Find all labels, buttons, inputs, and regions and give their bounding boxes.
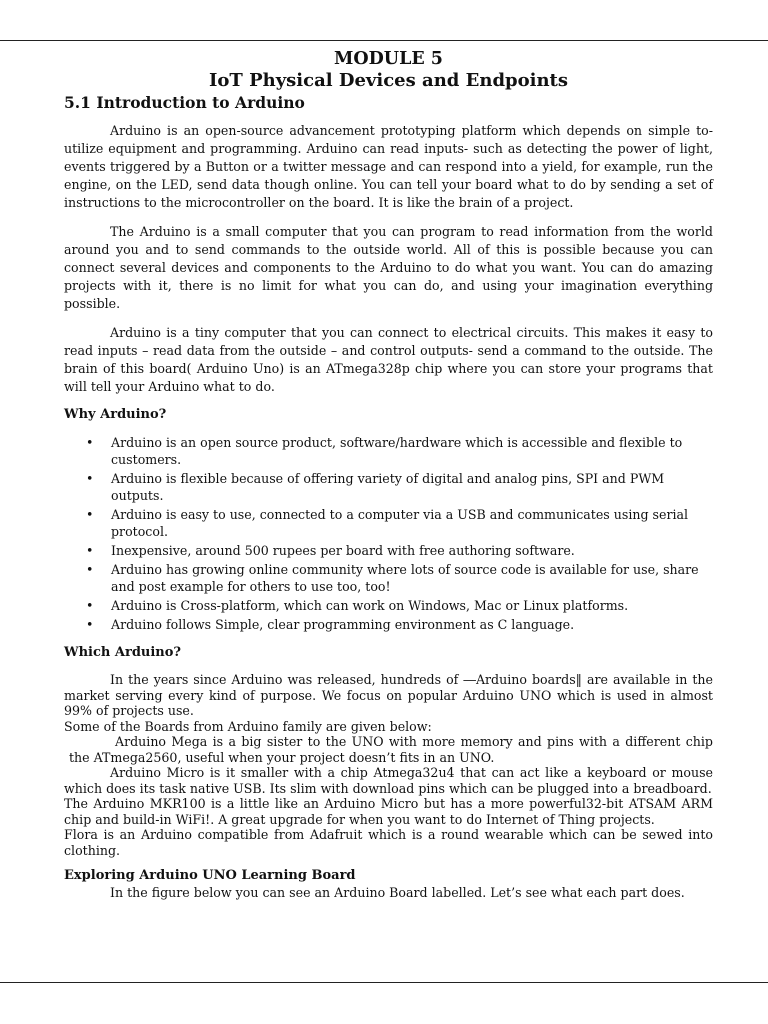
top-rule (0, 40, 768, 41)
bullet-icon: • (86, 507, 94, 522)
intro-paragraph-2: The Arduino is a small computer that you can program to read information from the world around you and to send commands to the outside world. All of this is possible because you can connect several devices and components to the Arduino to do what you want. You can do amazing projects with it, there is no limit for what you can do, and using your imagination everything possible. (64, 224, 713, 311)
list-item: • Arduino has growing online community where lots of source code is available for use, share and post example for others to use too, too! (86, 562, 699, 594)
which-paragraph-micro: Arduino Micro is it smaller with a chip Atmega32u4 that can act like a keyboard or mouse which does its task native USB. Its slim with download pins which can be plugged into a breadboard. (64, 765, 713, 796)
which-paragraph-mkr: The Arduino MKR100 is a little like an Arduino Micro but has a more powerful32-bit ATSAM ARM chip and build-in WiFi!. A great upgrade for when you want to do Internet of Thing projects. (64, 796, 713, 827)
which-paragraph-mega: Arduino Mega is a big sister to the UNO with more memory and pins with a different chip the ATmega2560, useful when your project doesn’t fits in an UNO. (69, 734, 713, 765)
why-list (64, 434, 713, 633)
intro-paragraph-1: Arduino is an open-source advancement prototyping platform which depends on simple to-utilize equipment and programming. Arduino can read inputs- such as detecting the power of light, events triggered by a Button or a twitter message and can respond into a yield, for example, run the engine, on the LED, send data though online. You can tell your board what to do by sending a set of instructions to the microcontroller on the board. It is like the brain of a project. (64, 123, 713, 210)
why-heading: Why Arduino? (64, 407, 167, 422)
page-content (64, 48, 713, 901)
section-heading: 5.1 Introduction to Arduino (64, 93, 305, 112)
page-title: IoT Physical Devices and Endpoints (209, 70, 568, 91)
list-item: • Arduino is an open source product, software/hardware which is accessible and flexible to customers. (86, 435, 683, 467)
which-paragraph-flora: Flora is an Arduino compatible from Adafruit which is a round wearable which can be sewed into clothing. (64, 827, 713, 858)
bullet-icon: • (86, 617, 94, 632)
which-paragraph-2: Some of the Boards from Arduino family are given below: (64, 718, 432, 734)
bullet-icon: • (86, 471, 94, 486)
which-section (64, 672, 713, 901)
bullet-icon: • (86, 543, 94, 558)
which-heading: Which Arduino? (64, 645, 182, 660)
list-item: • Inexpensive, around 500 rupees per board with free authoring software. (86, 543, 575, 558)
intro-paragraph-3: Arduino is a tiny computer that you can connect to electrical circuits. This makes it easy to read inputs – read data from the outside – and control outputs- send a command to the outside. The brain of this board( Arduino Uno) is an ATmega328p chip where you can store your programs that will tell your Arduino what to do. (64, 325, 713, 394)
list-item: • Arduino is Cross-platform, which can work on Windows, Mac or Linux platforms. (86, 598, 629, 613)
module-label: MODULE 5 (334, 49, 443, 69)
exploring-heading: Exploring Arduino UNO Learning Board (64, 868, 356, 883)
list-item: • Arduino is flexible because of offering variety of digital and analog pins, SPI and PWM outputs. (86, 471, 665, 503)
bottom-rule (0, 982, 768, 983)
list-item: • Arduino follows Simple, clear programming environment as C language. (86, 617, 575, 632)
list-item: • Arduino is easy to use, connected to a computer via a USB and communicates using serial protocol. (86, 507, 689, 539)
bullet-icon: • (86, 562, 94, 577)
which-paragraph-1: In the years since Arduino was released, hundreds of ―Arduino boards‖ are available in the market serving every kind of purpose. We focus on popular Arduino UNO which is used in almost 99% of projects use. (64, 672, 713, 718)
exploring-paragraph: In the figure below you can see an Arduino Board labelled. Let’s see what each part does. (110, 885, 685, 900)
bullet-icon: • (86, 435, 94, 450)
bullet-icon: • (86, 598, 94, 613)
